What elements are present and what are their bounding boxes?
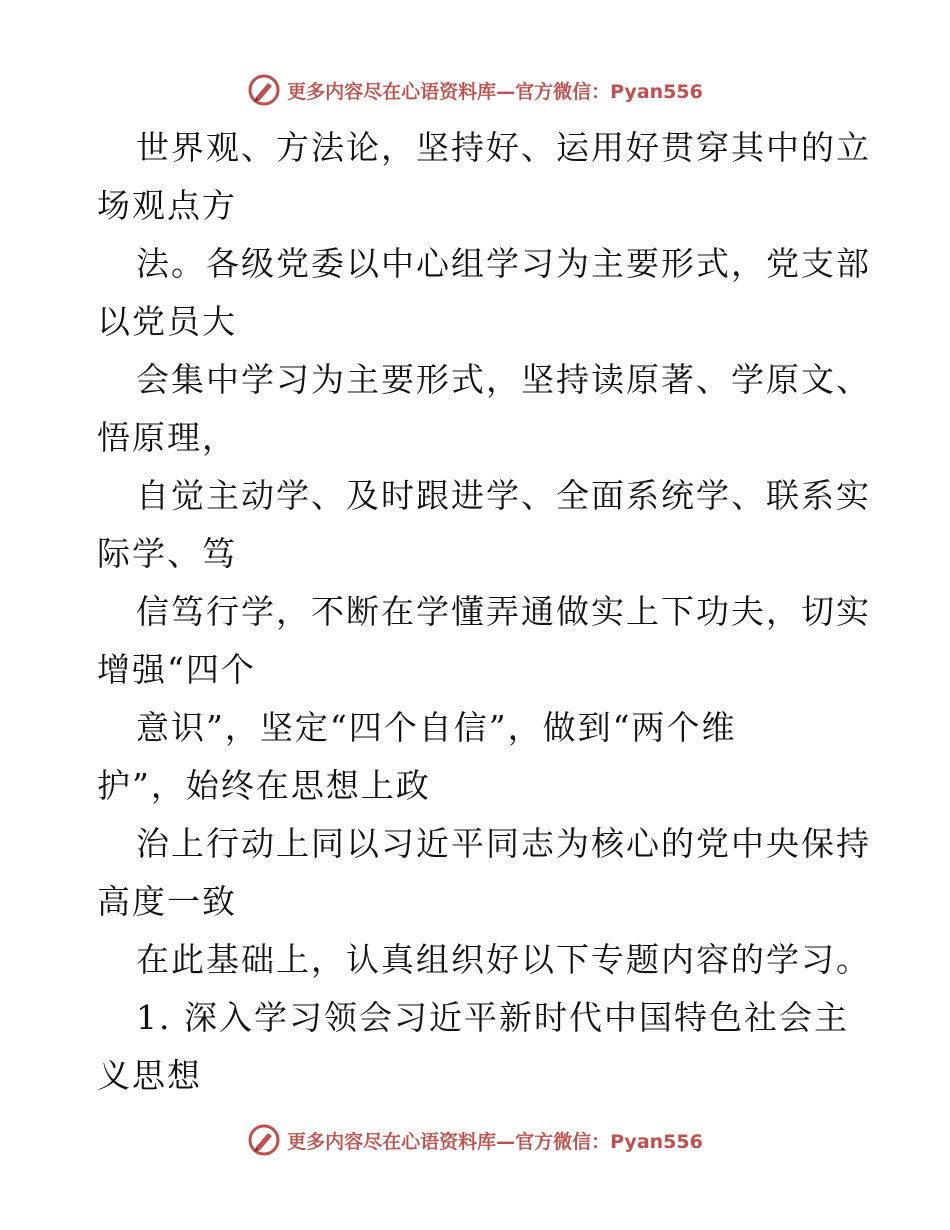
body-line-16: 1. 深入学习领会习近平新时代中国特色社会主 <box>136 998 849 1037</box>
body-line-6: 悟原理， <box>97 418 237 457</box>
pen-circle-logo-icon <box>247 1123 281 1157</box>
body-line-10: 增强“四个 <box>97 650 256 689</box>
body-line-4: 以党员大 <box>97 302 237 341</box>
footer-banner <box>0 1120 950 1160</box>
body-line-11: 意识”，坚定“四个自信”，做到“两个维 <box>136 708 737 747</box>
body-line-15: 在此基础上，认真组织好以下专题内容的学习。 <box>136 940 871 979</box>
body-line-7: 自觉主动学、及时跟进学、全面系统学、联系实 <box>136 476 871 515</box>
body-line-3: 法。各级党委以中心组学习为主要形式，党支部 <box>136 244 871 283</box>
body-line-14: 高度一致 <box>97 882 237 921</box>
body-line-13: 治上行动上同以习近平同志为核心的党中央保持 <box>136 824 871 863</box>
body-line-8: 际学、笃 <box>97 534 237 573</box>
pen-circle-logo-icon <box>247 73 281 107</box>
body-line-2: 场观点方 <box>97 186 237 225</box>
body-line-12: 护”，始终在思想上政 <box>97 766 431 805</box>
body-line-17: 义思想 <box>97 1056 202 1095</box>
body-line-5: 会集中学习为主要形式，坚持读原著、学原文、 <box>136 360 871 399</box>
footer-banner-text: 更多内容尽在心语资料库—官方微信：Pyan556 <box>287 1130 703 1153</box>
header-banner <box>0 70 950 110</box>
header-banner-text: 更多内容尽在心语资料库—官方微信：Pyan556 <box>287 80 703 103</box>
body-line-1: 世界观、方法论，坚持好、运用好贯穿其中的立 <box>136 128 871 167</box>
body-line-9: 信笃行学，不断在学懂弄通做实上下功夫，切实 <box>136 592 871 631</box>
